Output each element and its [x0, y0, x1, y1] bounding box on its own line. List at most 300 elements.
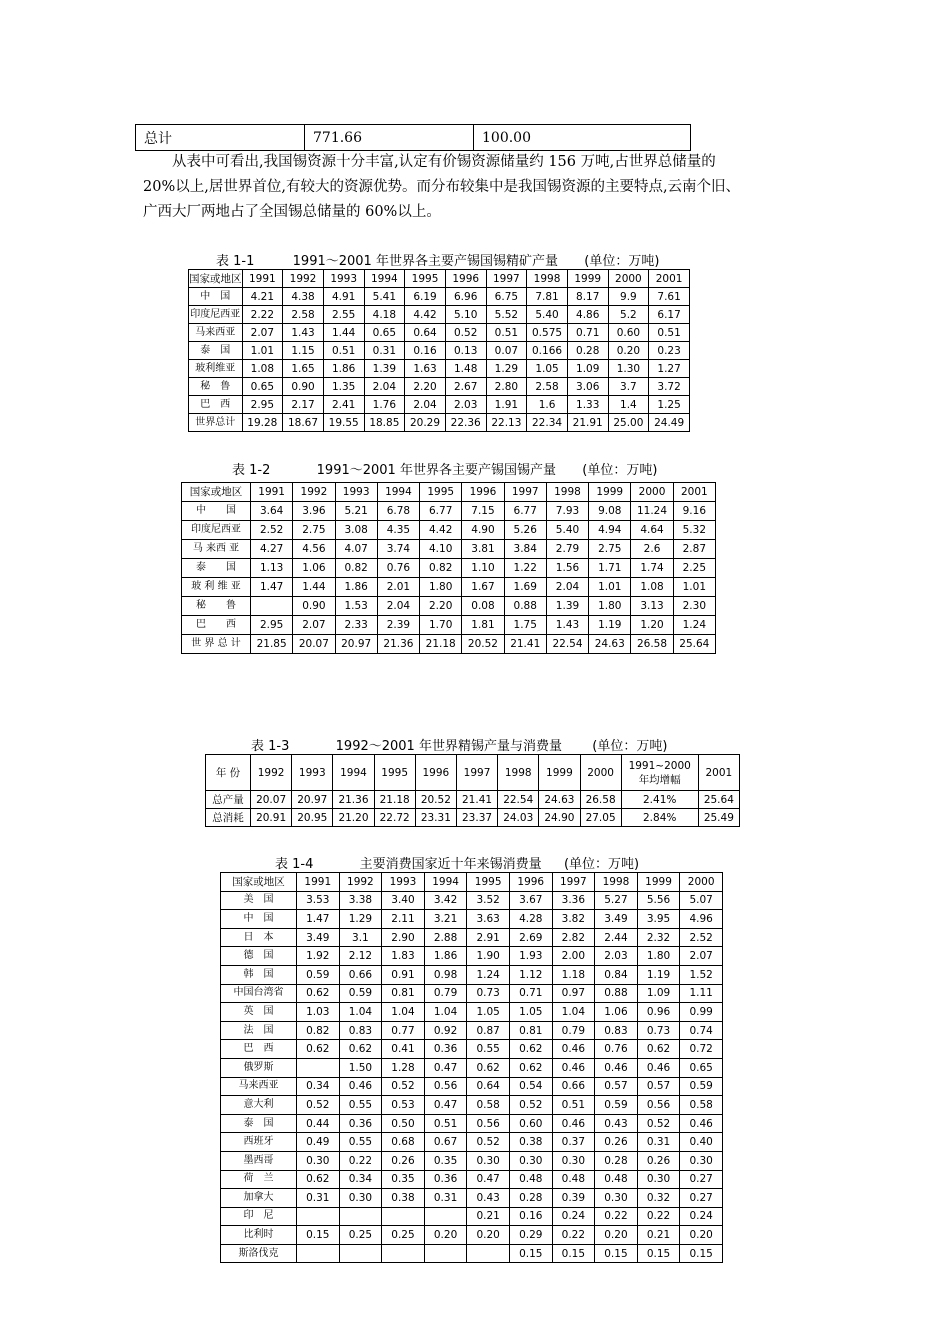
table-label: 表 1-1 — [216, 254, 255, 269]
data-cell: 1.04 — [552, 1003, 595, 1022]
data-cell: 2.6 — [631, 540, 673, 559]
data-cell: 0.51 — [323, 342, 364, 360]
data-cell: 6.77 — [420, 502, 462, 521]
table-row — [221, 1114, 723, 1133]
data-cell: 0.52 — [297, 1096, 340, 1115]
data-cell: 1.05 — [467, 1003, 510, 1022]
data-cell: 1.39 — [364, 360, 405, 378]
data-cell: 4.90 — [462, 521, 504, 540]
table-row — [221, 947, 723, 966]
data-cell: 0.38 — [509, 1133, 552, 1152]
data-cell: 1.08 — [631, 578, 673, 597]
data-cell: 23.31 — [415, 809, 456, 827]
table-unit: (单位：万吨) — [582, 463, 658, 478]
data-cell: 1.71 — [589, 559, 631, 578]
data-cell: 0.62 — [297, 1040, 340, 1059]
data-cell — [382, 1244, 425, 1263]
data-cell: 1.29 — [486, 360, 527, 378]
header-cell-country: 国家或地区 — [221, 873, 297, 892]
data-cell: 2.04 — [405, 396, 446, 414]
data-cell: 0.55 — [339, 1096, 382, 1115]
data-cell: 22.13 — [486, 414, 527, 432]
data-cell: 20.95 — [292, 809, 333, 827]
data-cell: 0.72 — [680, 1040, 723, 1059]
data-cell: 1.11 — [680, 984, 723, 1003]
data-cell — [297, 1058, 340, 1077]
data-cell: 0.16 — [509, 1207, 552, 1226]
data-cell: 0.51 — [649, 324, 690, 342]
data-cell: 5.07 — [680, 891, 723, 910]
data-cell: 9.9 — [608, 288, 649, 306]
data-cell: 7.81 — [527, 288, 568, 306]
row-label-cell: 总消耗 — [206, 809, 251, 827]
data-cell: 0.55 — [467, 1040, 510, 1059]
data-cell: 1.19 — [589, 616, 631, 635]
header-cell-year: 1996 — [415, 755, 456, 791]
data-cell: 20.07 — [293, 635, 335, 654]
row-label-cell: 墨西哥 — [221, 1151, 297, 1170]
data-cell: 0.25 — [339, 1226, 382, 1245]
data-cell: 0.21 — [467, 1207, 510, 1226]
table-title: 主要消费国家近十年来锡消费量 — [359, 857, 542, 872]
data-cell: 1.63 — [405, 360, 446, 378]
header-cell-year: 1999 — [589, 483, 631, 502]
table-row — [182, 559, 716, 578]
data-cell: 21.18 — [374, 791, 415, 809]
data-cell: 0.48 — [552, 1170, 595, 1189]
data-cell: 0.20 — [680, 1226, 723, 1245]
data-cell: 2.03 — [595, 947, 638, 966]
row-label-cell: 泰 国 — [182, 559, 251, 578]
data-cell: 0.51 — [486, 324, 527, 342]
data-cell: 0.34 — [297, 1077, 340, 1096]
data-cell: 3.72 — [649, 378, 690, 396]
data-cell: 1.80 — [589, 597, 631, 616]
data-cell: 3.52 — [467, 891, 510, 910]
data-cell: 0.28 — [509, 1189, 552, 1208]
data-cell: 0.51 — [552, 1096, 595, 1115]
data-cell: 25.64 — [673, 635, 715, 654]
header-cell-year: 2000 — [680, 873, 723, 892]
data-cell: 3.08 — [335, 521, 377, 540]
data-cell: 24.49 — [649, 414, 690, 432]
table-row — [221, 1170, 723, 1189]
data-cell: 21.18 — [420, 635, 462, 654]
data-cell: 18.67 — [283, 414, 324, 432]
data-cell: 1.22 — [504, 559, 546, 578]
total-value: 771.66 — [305, 125, 474, 151]
table-row — [221, 965, 723, 984]
data-cell: 24.90 — [539, 809, 580, 827]
data-cell: 2.20 — [405, 378, 446, 396]
data-cell: 0.43 — [467, 1189, 510, 1208]
row-label-cell: 比利时 — [221, 1226, 297, 1245]
data-cell: 0.52 — [637, 1114, 680, 1133]
data-cell: 2.55 — [323, 306, 364, 324]
data-cell: 0.48 — [509, 1170, 552, 1189]
row-label-cell: 马来西亚 — [221, 1077, 297, 1096]
data-cell: 4.38 — [283, 288, 324, 306]
header-cell-year: 1996 — [462, 483, 504, 502]
data-cell: 2.33 — [335, 616, 377, 635]
table-row — [189, 378, 690, 396]
data-cell: 2.58 — [283, 306, 324, 324]
row-label-cell: 马来西亚 — [189, 324, 243, 342]
row-label-cell: 加拿大 — [221, 1189, 297, 1208]
data-cell: 0.83 — [595, 1021, 638, 1040]
row-label-cell: 泰 国 — [189, 342, 243, 360]
table-row — [221, 1096, 723, 1115]
data-cell: 0.65 — [242, 378, 283, 396]
paragraph-line: 从表中可看出,我国锡资源十分丰富,认定有价锡资源储量约 156 万吨,占世界总储量的 — [172, 154, 716, 170]
data-cell: 1.19 — [637, 965, 680, 984]
data-cell: 1.27 — [649, 360, 690, 378]
data-cell: 2.75 — [589, 540, 631, 559]
data-cell: 2.20 — [420, 597, 462, 616]
data-cell: 1.43 — [283, 324, 324, 342]
header-cell-year: 1996 — [445, 270, 486, 288]
data-cell: 18.85 — [364, 414, 405, 432]
table-title: 1991～2001 年世界各主要产锡国锡产量 — [316, 463, 556, 478]
paragraph-line: 20%以上,居世界首位,有较大的资源优势。而分布较集中是我国锡资源的主要特点,云南个旧、 — [143, 179, 741, 195]
table-unit: (单位：万吨) — [584, 254, 660, 269]
data-cell: 1.90 — [467, 947, 510, 966]
data-cell: 0.52 — [445, 324, 486, 342]
row-label-cell: 秘 鲁 — [182, 597, 251, 616]
table-row — [221, 1003, 723, 1022]
data-cell: 0.24 — [552, 1207, 595, 1226]
body-paragraph — [143, 150, 843, 225]
data-cell: 0.25 — [382, 1226, 425, 1245]
table-row — [221, 1244, 723, 1263]
data-cell: 0.49 — [297, 1133, 340, 1152]
data-cell: 3.13 — [631, 597, 673, 616]
data-cell: 1.25 — [649, 396, 690, 414]
data-cell: 0.90 — [293, 597, 335, 616]
table-label: 表 1-2 — [232, 463, 271, 478]
data-cell: 0.30 — [595, 1189, 638, 1208]
header-cell-growth-range: 1991~2000 — [628, 759, 691, 772]
table-row — [182, 521, 716, 540]
data-cell: 1.05 — [527, 360, 568, 378]
data-cell: 2.95 — [251, 616, 293, 635]
data-cell: 0.22 — [339, 1151, 382, 1170]
data-cell: 0.57 — [637, 1077, 680, 1096]
data-cell: 0.62 — [297, 984, 340, 1003]
data-cell: 25.64 — [698, 791, 739, 809]
data-cell: 0.28 — [567, 342, 608, 360]
row-label-cell: 中 国 — [189, 288, 243, 306]
header-cell-year: 1999 — [539, 755, 580, 791]
data-cell: 0.79 — [424, 984, 467, 1003]
data-cell: 1.86 — [335, 578, 377, 597]
data-cell: 1.56 — [546, 559, 588, 578]
data-cell: 1.44 — [323, 324, 364, 342]
header-cell-year — [621, 755, 698, 791]
header-cell-country: 国家或地区 — [182, 483, 251, 502]
data-cell: 3.64 — [251, 502, 293, 521]
data-cell: 0.20 — [595, 1226, 638, 1245]
data-cell: 2.11 — [382, 910, 425, 929]
data-cell: 1.09 — [567, 360, 608, 378]
row-label-cell: 俄罗斯 — [221, 1058, 297, 1077]
data-cell: 22.54 — [498, 791, 539, 809]
table-header-row — [206, 755, 740, 791]
data-cell: 0.56 — [637, 1096, 680, 1115]
data-cell: 1.04 — [339, 1003, 382, 1022]
data-cell: 0.15 — [552, 1244, 595, 1263]
data-cell: 1.86 — [424, 947, 467, 966]
data-cell: 0.23 — [649, 342, 690, 360]
data-cell: 0.20 — [608, 342, 649, 360]
row-label-cell: 美 国 — [221, 891, 297, 910]
data-cell: 0.91 — [382, 965, 425, 984]
data-cell: 1.47 — [297, 910, 340, 929]
header-cell-year: 1994 — [424, 873, 467, 892]
header-cell-year: 1992 — [251, 755, 292, 791]
table-row — [221, 1040, 723, 1059]
data-cell: 0.166 — [527, 342, 568, 360]
data-cell: 0.30 — [467, 1151, 510, 1170]
data-cell: 2.01 — [377, 578, 419, 597]
table2 — [181, 482, 716, 654]
data-cell: 0.44 — [297, 1114, 340, 1133]
table-row — [182, 540, 716, 559]
data-cell: 0.58 — [680, 1096, 723, 1115]
data-cell: 0.15 — [297, 1226, 340, 1245]
data-cell: 21.20 — [333, 809, 374, 827]
data-cell: 2.58 — [527, 378, 568, 396]
data-cell — [339, 1244, 382, 1263]
header-cell-year: 1994 — [364, 270, 405, 288]
data-cell — [297, 1244, 340, 1263]
data-cell: 0.99 — [680, 1003, 723, 1022]
data-cell: 2.30 — [673, 597, 715, 616]
header-cell-year: 2001 — [698, 755, 739, 791]
header-cell-year: 1992 — [283, 270, 324, 288]
table-row — [221, 910, 723, 929]
data-cell: 0.76 — [377, 559, 419, 578]
row-label-cell: 泰 国 — [221, 1114, 297, 1133]
data-cell: 1.91 — [486, 396, 527, 414]
header-cell-year: 1996 — [509, 873, 552, 892]
data-cell: 2.17 — [283, 396, 324, 414]
table2-caption — [232, 459, 657, 478]
data-cell: 1.53 — [335, 597, 377, 616]
row-label-cell: 印度尼西亚 — [189, 306, 243, 324]
row-label-cell: 印 尼 — [221, 1207, 297, 1226]
data-cell: 0.58 — [467, 1096, 510, 1115]
row-label-cell: 英 国 — [221, 1003, 297, 1022]
header-cell-year-label: 年 份 — [206, 755, 251, 791]
total-table — [135, 124, 691, 151]
data-cell: 1.08 — [242, 360, 283, 378]
data-cell: 1.01 — [242, 342, 283, 360]
data-cell: 20.91 — [251, 809, 292, 827]
header-cell-year: 1995 — [374, 755, 415, 791]
data-cell: 1.67 — [462, 578, 504, 597]
data-cell: 1.50 — [339, 1058, 382, 1077]
data-cell: 21.36 — [333, 791, 374, 809]
header-cell-year: 1995 — [467, 873, 510, 892]
data-cell: 2.12 — [339, 947, 382, 966]
data-cell: 1.81 — [462, 616, 504, 635]
header-cell-year: 1993 — [335, 483, 377, 502]
table-row — [189, 360, 690, 378]
data-cell: 0.22 — [552, 1226, 595, 1245]
data-cell: 0.73 — [467, 984, 510, 1003]
table-row — [182, 502, 716, 521]
header-cell-year: 2000 — [608, 270, 649, 288]
table-row — [206, 809, 740, 827]
data-cell: 1.6 — [527, 396, 568, 414]
header-cell-year: 1991 — [297, 873, 340, 892]
data-cell: 0.82 — [420, 559, 462, 578]
data-cell: 1.35 — [323, 378, 364, 396]
data-cell: 21.91 — [567, 414, 608, 432]
data-cell: 20.29 — [405, 414, 446, 432]
data-cell: 0.26 — [382, 1151, 425, 1170]
row-label-cell: 荷 兰 — [221, 1170, 297, 1189]
data-cell: 0.59 — [339, 984, 382, 1003]
data-cell: 1.18 — [552, 965, 595, 984]
data-cell: 0.87 — [467, 1021, 510, 1040]
data-cell: 1.48 — [445, 360, 486, 378]
data-cell: 0.26 — [595, 1133, 638, 1152]
data-cell: 19.55 — [323, 414, 364, 432]
header-cell-year: 1997 — [486, 270, 527, 288]
data-cell: 0.96 — [637, 1003, 680, 1022]
data-cell: 3.96 — [293, 502, 335, 521]
data-cell: 1.75 — [504, 616, 546, 635]
data-cell: 0.54 — [509, 1077, 552, 1096]
row-label-cell: 印度尼西亚 — [182, 521, 251, 540]
data-cell: 1.80 — [420, 578, 462, 597]
data-cell: 0.21 — [637, 1226, 680, 1245]
table-row — [189, 306, 690, 324]
table-row — [221, 984, 723, 1003]
data-cell: 0.60 — [509, 1114, 552, 1133]
data-cell: 2.41 — [323, 396, 364, 414]
row-label-cell: 中 国 — [182, 502, 251, 521]
data-cell: 0.36 — [339, 1114, 382, 1133]
data-cell: 1.01 — [673, 578, 715, 597]
table-row — [221, 1207, 723, 1226]
data-cell: 0.74 — [680, 1021, 723, 1040]
data-cell: 2.32 — [637, 928, 680, 947]
data-cell: 0.46 — [339, 1077, 382, 1096]
row-label-cell: 玻利维亚 — [189, 360, 243, 378]
data-cell: 5.41 — [364, 288, 405, 306]
row-label-cell: 巴 西 — [189, 396, 243, 414]
data-cell: 2.95 — [242, 396, 283, 414]
table-row — [182, 635, 716, 654]
data-cell: 0.71 — [567, 324, 608, 342]
data-cell: 0.36 — [424, 1170, 467, 1189]
data-cell: 0.77 — [382, 1021, 425, 1040]
data-cell: 0.76 — [595, 1040, 638, 1059]
data-cell: 1.76 — [364, 396, 405, 414]
data-cell: 2.52 — [251, 521, 293, 540]
data-cell: 5.26 — [504, 521, 546, 540]
data-cell: 1.05 — [509, 1003, 552, 1022]
data-cell: 0.46 — [637, 1058, 680, 1077]
table-row — [221, 1077, 723, 1096]
data-cell — [339, 1207, 382, 1226]
data-cell: 11.24 — [631, 502, 673, 521]
data-cell: 0.15 — [680, 1244, 723, 1263]
data-cell: 3.42 — [424, 891, 467, 910]
data-cell: 0.27 — [680, 1170, 723, 1189]
data-cell: 0.31 — [637, 1133, 680, 1152]
data-cell: 1.44 — [293, 578, 335, 597]
data-cell: 0.39 — [552, 1189, 595, 1208]
data-cell: 9.08 — [589, 502, 631, 521]
data-cell: 0.65 — [364, 324, 405, 342]
row-label-cell: 意大利 — [221, 1096, 297, 1115]
data-cell: 0.20 — [467, 1226, 510, 1245]
data-cell: 2.84% — [621, 809, 698, 827]
data-cell: 0.92 — [424, 1021, 467, 1040]
data-cell: 1.06 — [595, 1003, 638, 1022]
data-cell: 3.67 — [509, 891, 552, 910]
data-cell: 4.28 — [509, 910, 552, 929]
data-cell: 21.85 — [251, 635, 293, 654]
data-cell: 20.97 — [335, 635, 377, 654]
data-cell: 1.24 — [467, 965, 510, 984]
data-cell: 0.66 — [552, 1077, 595, 1096]
header-cell-year: 1995 — [405, 270, 446, 288]
data-cell: 0.51 — [424, 1114, 467, 1133]
data-cell: 6.78 — [377, 502, 419, 521]
data-cell: 26.58 — [631, 635, 673, 654]
row-label-cell: 巴 西 — [221, 1040, 297, 1059]
row-label-cell: 玻 利 维 亚 — [182, 578, 251, 597]
table-row — [221, 1226, 723, 1245]
data-cell: 1.13 — [251, 559, 293, 578]
data-cell: 0.31 — [424, 1189, 467, 1208]
data-cell: 0.68 — [382, 1133, 425, 1152]
data-cell: 0.59 — [595, 1096, 638, 1115]
data-cell: 0.40 — [680, 1133, 723, 1152]
data-cell: 0.52 — [382, 1077, 425, 1096]
data-cell: 20.52 — [415, 791, 456, 809]
data-cell: 0.59 — [680, 1077, 723, 1096]
header-cell-year: 1995 — [420, 483, 462, 502]
data-cell: 0.66 — [339, 965, 382, 984]
paragraph-line: 广西大厂两地占了全国锡总储量的 60%以上。 — [143, 204, 441, 220]
data-cell: 1.93 — [509, 947, 552, 966]
data-cell — [251, 597, 293, 616]
data-cell: 0.81 — [382, 984, 425, 1003]
data-cell: 0.13 — [445, 342, 486, 360]
table-title: 1991～2001 年世界各主要产锡国锡精矿产量 — [292, 254, 558, 269]
data-cell: 0.47 — [424, 1096, 467, 1115]
data-cell: 22.36 — [445, 414, 486, 432]
data-cell: 0.82 — [335, 559, 377, 578]
data-cell: 5.32 — [673, 521, 715, 540]
data-cell: 0.52 — [467, 1133, 510, 1152]
data-cell: 1.04 — [424, 1003, 467, 1022]
data-cell: 0.73 — [637, 1021, 680, 1040]
data-cell: 4.56 — [293, 540, 335, 559]
table1 — [188, 269, 690, 432]
data-cell: 3.81 — [462, 540, 504, 559]
table-header-row — [221, 873, 723, 892]
data-cell: 3.1 — [339, 928, 382, 947]
data-cell: 1.28 — [382, 1058, 425, 1077]
data-cell: 0.57 — [595, 1077, 638, 1096]
